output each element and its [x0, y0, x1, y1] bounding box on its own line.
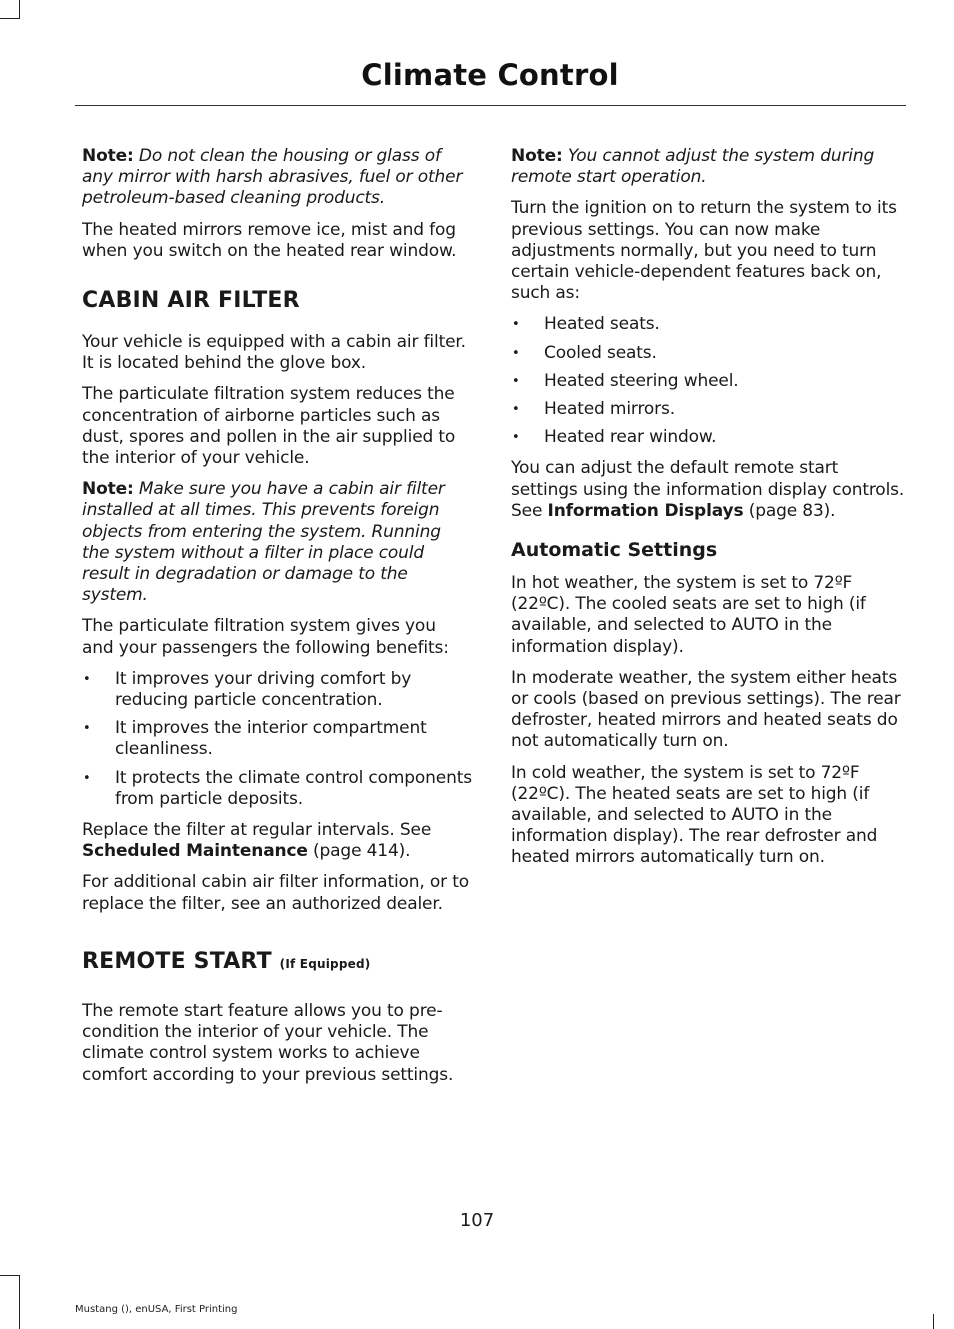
paragraph: The particulate filtration system reduces the concentration of airborne particles such as dust, spores and pollen in the air supplied to the interior of your vehicle.: [82, 384, 456, 469]
text: Replace the filter at regular intervals. See: [82, 820, 432, 841]
left-column: [82, 146, 472, 1096]
crop-mark: [0, 18, 20, 19]
note-text: Do not clean the housing or glass of any mirror with harsh abrasives, fuel or other petroleum-based cleaning products.: [82, 146, 463, 209]
paragraph: The particulate filtration system gives you and your passengers the following benefits:: [82, 616, 449, 658]
note-text: Make sure you have a cabin air filter installed at all times. This prevents foreign objects from entering the system. Running the system without a filter in place could result in degradation or damage to the system.: [82, 479, 445, 606]
section-heading-remote-start: [82, 949, 472, 977]
note-remote-start: [511, 146, 905, 188]
paragraph: The heated mirrors remove ice, mist and fog when you switch on the heated rear window.: [82, 219, 457, 261]
crop-mark: [0, 1275, 20, 1276]
paragraph: Turn the ignition on to return the system to its previous settings. You can now make adjustments normally, but you need to turn certain vehicle-dependent features back on, such as:: [511, 198, 897, 304]
crop-mark: [19, 0, 20, 18]
section-heading-automatic-settings: Automatic Settings: [511, 539, 718, 562]
paragraph: For additional cabin air filter information, or to replace the filter, see an authorized dealer.: [82, 872, 470, 914]
text: (page 83).: [743, 500, 836, 521]
title-divider: [75, 105, 906, 106]
list-item: • Heated seats.: [511, 314, 905, 335]
list-item: • It protects the climate control components from particle deposits.: [82, 768, 472, 810]
paragraph: [511, 458, 905, 522]
section-heading-cabin-air-filter: CABIN AIR FILTER: [82, 288, 300, 314]
text: You can adjust the default remote start settings using the information display controls. See: [511, 458, 905, 521]
list-item: • Heated mirrors.: [511, 399, 905, 420]
xref-information-displays[interactable]: Information Displays: [547, 500, 744, 521]
note-label: Note:: [511, 146, 563, 166]
heading-text: REMOTE START: [82, 948, 272, 974]
benefits-list: [82, 669, 472, 810]
page-title: Climate Control: [361, 58, 619, 92]
paragraph: In cold weather, the system is set to 72ºF (22ºC). The heated seats are set to high (if available, and selected to AUTO in the information display). The rear defroster and heated mirrors automatically turn on.: [511, 762, 878, 868]
note-label: Note:: [82, 146, 134, 166]
list-item: • Heated rear window.: [511, 427, 905, 448]
list-item: • Heated steering wheel.: [511, 371, 905, 392]
note-cabin-filter: [82, 479, 472, 606]
paragraph: In hot weather, the system is set to 72ºF (22ºC). The cooled seats are set to high (if available, and selected to AUTO in the information display).: [511, 573, 866, 657]
crop-mark: [933, 1314, 934, 1329]
list-item: • It improves the interior compartment cleanliness.: [82, 718, 472, 760]
note-label: Note:: [82, 479, 134, 500]
footer-text: Mustang (), enUSA, First Printing: [75, 1304, 238, 1315]
paragraph: [82, 820, 472, 862]
paragraph: In moderate weather, the system either heats or cools (based on previous settings). The rear defroster, heated mirrors and heated seats do not automatically turn on.: [511, 667, 901, 752]
xref-scheduled-maintenance[interactable]: Scheduled Maintenance: [82, 841, 308, 862]
right-column: [511, 146, 905, 879]
paragraph: Your vehicle is equipped with a cabin air filter. It is located behind the glove box.: [82, 332, 466, 374]
note-text: You cannot adjust the system during remote start operation.: [511, 146, 875, 188]
text: (page 414).: [307, 841, 411, 862]
crop-mark: [19, 1275, 20, 1329]
page-number: 107: [459, 1210, 495, 1231]
list-item: • It improves your driving comfort by reducing particle concentration.: [82, 669, 472, 711]
list-item: • Cooled seats.: [511, 343, 905, 364]
heading-suffix: (If Equipped): [279, 956, 371, 971]
note-mirror-cleaning: [82, 146, 472, 210]
paragraph: The remote start feature allows you to pre-condition the interior of your vehicle. The climate control system works to achieve comfort according to your previous settings.: [82, 1000, 454, 1085]
features-list: [511, 314, 905, 448]
